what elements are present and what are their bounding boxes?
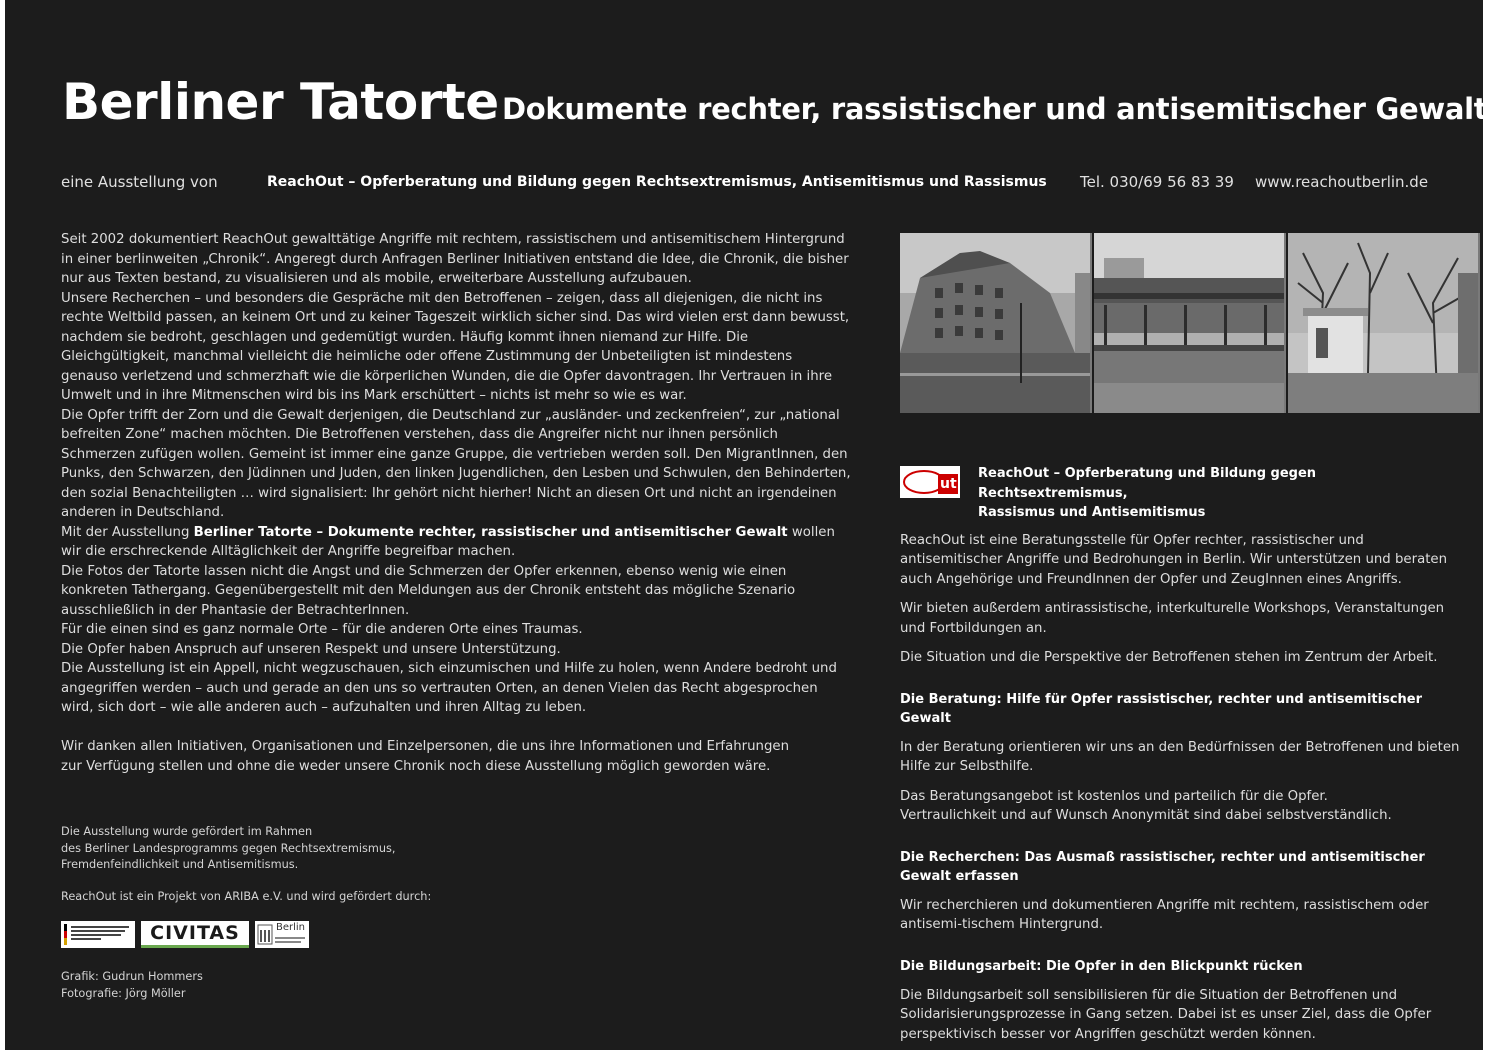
funding-line: Fremdenfeindlichkeit und Antisemitismus. [61, 858, 299, 871]
exhibition-title-inline: Berliner Tatorte – Dokumente rechter, rassistischer und antisemitischer Gewalt [193, 524, 788, 540]
reachout-info [900, 464, 1460, 1054]
intro-text-span: Mit der Ausstellung [61, 524, 194, 540]
section-heading-beratung: Die Beratung: Hilfe für Opfer rassistischer, rechter und antisemitischer Gewalt [900, 691, 1423, 726]
intro-paragraph: Die Opfer haben Anspruch auf unseren Respekt und unsere Unterstützung. [61, 641, 561, 657]
project-note: ReachOut ist ein Projekt von ARIBA e.V. und wird gefördert durch: [61, 890, 432, 903]
organization-name: ReachOut – Opferberatung und Bildung gegen Rechtsextremismus, Antisemitismus und Rassismus [267, 174, 1047, 190]
intro-paragraph: Für die einen sind es ganz normale Orte – für die anderen Orte eines Traumas. [61, 622, 583, 637]
intro-paragraph: Die Fotos der Tatorte lassen nicht die Angst und die Schmerzen der Opfer erkennen, ebenso wenig wie einen konkreten Tathergang. Gegenübergestellt mit den Meldungen aus der Chronik entsteht das mögliche Szenario ausschließlich in der Phantasie der BetrachterInnen. [61, 563, 796, 618]
reachout-header [900, 464, 1460, 523]
section-heading-bildung: Die Bildungsarbeit: Die Opfer in den Blickpunkt rücken [900, 958, 1303, 974]
thanks-line: Wir danken allen Initiativen, Organisationen und Einzelpersonen, die uns ihre Informationen und Erfahrungen [61, 739, 790, 754]
berlin-logo [255, 921, 309, 948]
page-subtitle: Dokumente rechter, rassistischer und antisemitischer Gewalt [502, 92, 1488, 126]
phone-number: Tel. 030/69 56 83 39 [1080, 173, 1234, 191]
photo-elevated-walkway [1094, 233, 1286, 413]
photo-kiosk-park [1288, 233, 1480, 413]
recherchen-paragraph: Wir recherchieren und dokumentieren Angriffe mit rechtem, rassistischem oder antisemi-tischem Hintergrund. [900, 897, 1429, 932]
credits [61, 969, 361, 1002]
intro-text-span: wollen wir die erschreckende Alltäglichkeit der Angriffe begreifbar machen. [61, 524, 835, 559]
reachout-paragraph: Die Situation und die Perspektive der Betroffenen stehen im Zentrum der Arbeit. [900, 650, 1438, 665]
credit-photo: Fotografie: Jörg Möller [61, 986, 186, 1000]
intro-paragraph: Unsere Recherchen – und besonders die Gespräche mit den Betroffenen – zeigen, dass all diejenigen, die nicht ins rechte Weltbild passen, an keinem Ort und zu keiner Tageszeit wirklich sicher sind. Das wird vielen erst dann bewusst, nachdem sie bedroht, geschlagen und gedemütigt wurden. Häufig kommt ihnen niemand zur Hilfe. Die Gleichgültigkeit, manchmal vielleicht die heimliche oder offene Zustimmung der Unbeteiligten ist mindestens genauso verletzend und schmerzhaft wie die körperlichen Wunden, die die Opfer davontragen. Ihr Vertrauen in ihre Umwelt und in ihre Mitmenschen wird bis ins Mark erschüttert – nichts ist mehr so wie es war. [61, 290, 850, 403]
funding-note [61, 824, 481, 874]
exhibition-prefix: eine Ausstellung von [61, 173, 218, 191]
beratung-line: Vertraulichkeit und auf Wunsch Anonymität sind dabei selbstverständlich. [900, 808, 1392, 823]
reachout-title [978, 464, 1460, 523]
photo-street-corner [900, 233, 1092, 413]
reachout-logo [900, 466, 960, 498]
intro-paragraph: Die Ausstellung ist ein Appell, nicht wegzuschauen, sich einzumischen und Hilfe zu holen, wenn Andere bedroht und angegriffen werden – auch und gerade an den uns so vertrauten Orten, an denen Vielen das Recht abgesprochen wird, sich dort – wie alle anderen auch – aufzuhalten und ihren Alltag zu leben. [61, 661, 837, 715]
beratung-paragraph [900, 787, 1460, 826]
reachout-title-line: Rassismus und Antisemitismus [978, 505, 1206, 520]
civitas-logo-text: CIVITAS [141, 921, 249, 945]
page-title: Berliner Tatorte [62, 73, 499, 131]
thanks-line: zur Verfügung stellen und ohne die weder unsere Chronik noch diese Ausstellung möglich geworden wäre. [61, 758, 771, 774]
berlin-logo-text: Berlin [276, 922, 306, 933]
bildung-paragraph: Die Bildungsarbeit soll sensibilisieren für die Situation der Betroffenen und Solidarisierungsprozesse in Gang setzen. Dabei ist es unser Ziel, dass die Opfer perspektivisch besser vor Angriffen geschützt werden können. [900, 987, 1432, 1042]
intro-paragraph: Seit 2002 dokumentiert ReachOut gewalttätige Angriffe mit rechtem, rassistischem und antisemitischem Hintergrund in einer berlinweiten „Chronik“. Angeregt durch Anfragen Berliner Initiativen entstand die Idee, die Chronik, die bisher nur aus Texten bestand, zu visualisieren und als mobile, erweiterbare Ausstellung aufzubauen. [61, 232, 849, 286]
funding-line: Die Ausstellung wurde gefördert im Rahmen [61, 825, 313, 838]
intro-text [61, 230, 851, 776]
intro-paragraph: Die Opfer trifft der Zorn und die Gewalt derjenigen, die Deutschland zur „ausländer- und zeckenfreien“, zur „national befreiten Zone“ machen möchten. Die Betroffenen verstehen, dass die Angreifer nicht nur ihnen persönlich Schmerzen zufügen wollen. Gemeint ist immer eine ganze Gruppe, die vertrieben werden soll. Den MigrantInnen, den Punks, den Schwarzen, den Jüdinnen und Juden, den linken Jugendlichen, den Lesben und Schwulen, den Behinderten, den sozial Benachteiligten … wird signalisiert: Ihr gehört nicht hierher! Nicht an diesen Ort und nicht an irgendeinen anderen in Deutschland. [61, 407, 851, 520]
sponsor-logos [61, 921, 309, 948]
reachout-title-line: ReachOut – Opferberatung und Bildung gegen Rechtsextremismus, [978, 466, 1317, 501]
beratung-paragraph: In der Beratung orientieren wir uns an den Bedürfnissen der Betroffenen und bieten Hilfe zur Selbsthilfe. [900, 739, 1460, 774]
crime-scene-photos [900, 233, 1480, 413]
beratung-line: Das Beratungsangebot ist kostenlos und parteilich für die Opfer. [900, 788, 1328, 804]
intro-paragraph [61, 523, 851, 562]
website-link[interactable]: www.reachoutberlin.de [1255, 173, 1429, 191]
section-heading-recherchen: Die Recherchen: Das Ausmaß rassistischer, rechter und antisemitischer Gewalt erfassen [900, 849, 1425, 884]
reachout-paragraph: ReachOut ist eine Beratungsstelle für Opfer rechter, rassistischer und antisemitischer Angriffe und Bedrohungen in Berlin. Wir unterstützen und beraten auch Angehörige und FreundInnen der Opfer und ZeugInnen eines Angriffs. [900, 532, 1448, 587]
civitas-logo [141, 921, 249, 948]
funding-line: des Berliner Landesprogramms gegen Rechtsextremismus, [61, 841, 396, 855]
reachout-paragraph: Wir bieten außerdem antirassistische, interkulturelle Workshops, Veranstaltungen und Fortbildungen an. [900, 601, 1445, 636]
federal-ministry-logo [61, 921, 135, 948]
reachout-logo-text: ut [940, 476, 957, 492]
credit-graphics: Grafik: Gudrun Hommers [61, 970, 203, 983]
